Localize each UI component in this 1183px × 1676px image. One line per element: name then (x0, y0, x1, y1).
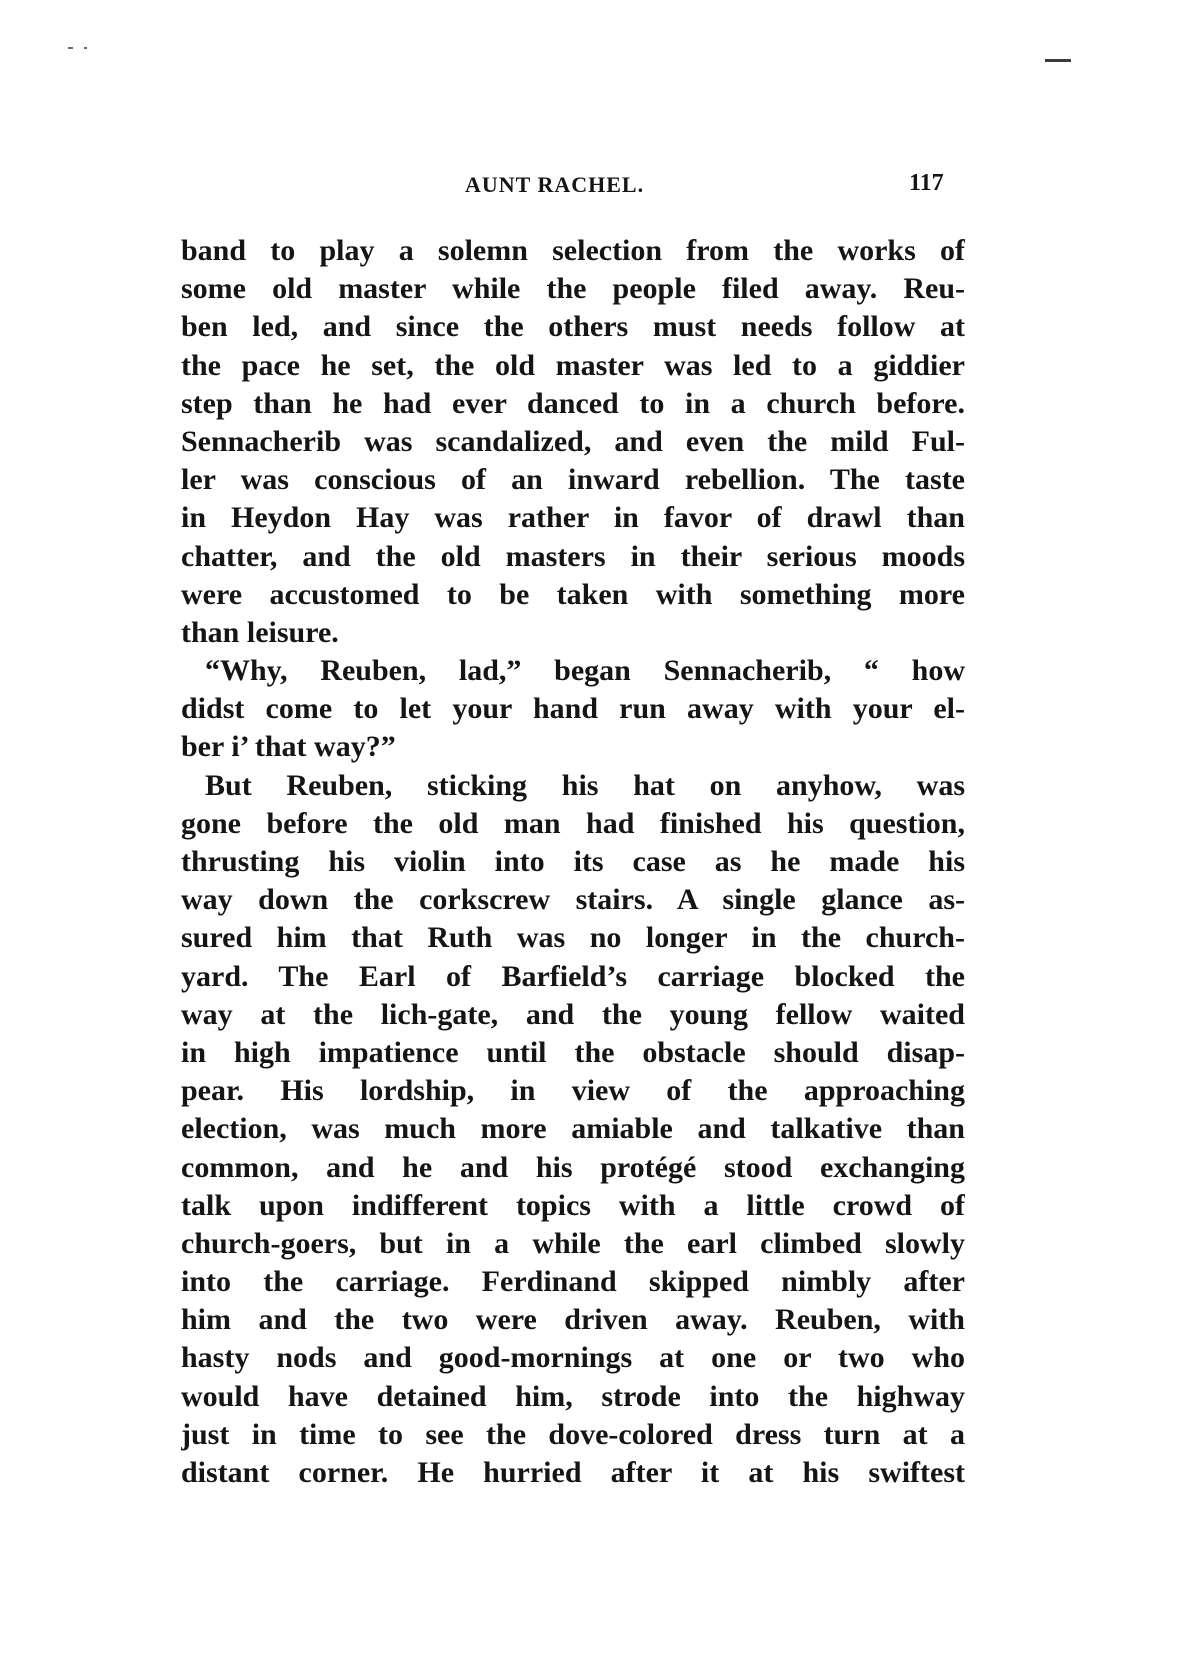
text-line: church-goers, but in a while the earl climbed slowly (181, 1226, 965, 1260)
scan-mark-top-right (1045, 59, 1071, 62)
text-line: gone before the old man had finished his question, (181, 806, 965, 840)
text-line: didst come to let your hand run away with your el- (181, 692, 965, 726)
text-line: talk upon indifferent topics with a little crowd of (181, 1188, 965, 1222)
text-line: thrusting his violin into its case as he made his (181, 845, 965, 878)
text-line: just in time to see the dove-colored dress turn at a (181, 1417, 965, 1451)
text-line: band to play a solemn selection from the works of (181, 234, 965, 267)
text-line: But Reuben, sticking his hat on anyhow, was (205, 768, 965, 802)
text-line: would have detained him, strode into the highway (181, 1379, 965, 1413)
running-title: AUNT RACHEL. (465, 172, 645, 197)
text-line: in Heydon Hay was rather in favor of drawl than (181, 501, 965, 535)
text-line: “Why, Reuben, lad,” began Sennacherib, “ how (205, 654, 965, 688)
text-line: the pace he set, the old master was led to a giddier (181, 348, 965, 382)
scan-mark-top-left-2 (84, 47, 87, 49)
text-line: ber i’ that way?” (181, 730, 396, 764)
scan-mark-top-left (68, 47, 73, 49)
text-line: common, and he and his protégé stood exchanging (181, 1150, 965, 1184)
text-line: way at the lich-gate, and the young fellow waited (181, 997, 965, 1031)
text-line: Sennacherib was scandalized, and even the mild Ful- (181, 424, 965, 458)
text-line: sured him that Ruth was no longer in the church- (181, 921, 965, 955)
text-line: hasty nods and good-mornings at one or two who (181, 1341, 965, 1375)
text-line: ler was conscious of an inward rebellion. The taste (181, 463, 965, 497)
text-line: him and the two were driven away. Reuben, with (181, 1303, 965, 1337)
text-line: into the carriage. Ferdinand skipped nimbly after (181, 1265, 965, 1299)
page-number: 117 (909, 170, 944, 196)
text-line: chatter, and the old masters in their serious moods (181, 539, 965, 573)
text-line: than leisure. (181, 615, 339, 649)
text-line: yard. The Earl of Barfield’s carriage blocked the (181, 959, 965, 993)
text-line: in high impatience until the obstacle should disap- (181, 1035, 965, 1069)
text-line: some old master while the people filed away. Reu- (181, 272, 965, 306)
text-line: pear. His lordship, in view of the approaching (181, 1074, 965, 1108)
text-line: step than he had ever danced to in a church before. (181, 386, 965, 420)
text-line: way down the corkscrew stairs. A single glance as- (181, 883, 965, 917)
body-text (181, 232, 965, 1492)
text-line: were accustomed to be taken with something more (181, 577, 965, 611)
text-line: ben led, and since the others must needs follow at (181, 310, 965, 344)
text-line: distant corner. He hurried after it at his swiftest (181, 1456, 965, 1489)
text-line: election, was much more amiable and talkative than (181, 1112, 965, 1146)
